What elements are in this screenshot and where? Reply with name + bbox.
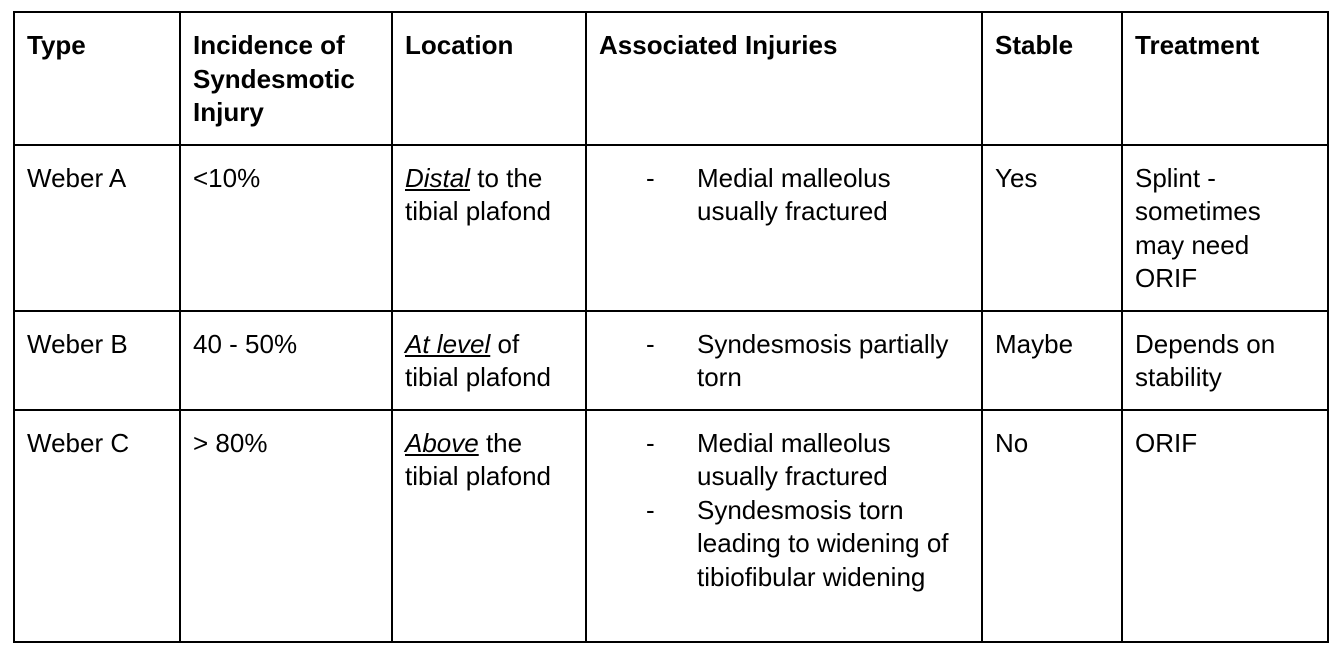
cell-associated-injuries [586, 145, 982, 311]
cell-associated-injuries [586, 410, 982, 642]
bullet-dash: - [646, 494, 655, 525]
bullet-dash: - [646, 162, 655, 193]
header-location: Location [392, 12, 586, 145]
cell-stable: Yes [982, 145, 1122, 311]
injury-list [599, 162, 969, 229]
injury-text: Syndesmosis partially torn [697, 328, 949, 392]
injury-list [599, 427, 969, 595]
cell-incidence: <10% [180, 145, 392, 311]
location-text: to the tibial plafond [405, 162, 551, 226]
bullet-dash: - [646, 328, 655, 359]
cell-location [392, 145, 586, 311]
cell-treatment: Splint - sometimes may need ORIF [1122, 145, 1328, 311]
cell-treatment: ORIF [1122, 410, 1328, 642]
cell-stable: Maybe [982, 311, 1122, 410]
location-text: the tibial plafond [405, 427, 551, 491]
header-treatment: Treatment [1122, 12, 1328, 145]
cell-location [392, 311, 586, 410]
cell-associated-injuries [586, 311, 982, 410]
cell-stable: No [982, 410, 1122, 642]
injury-item [599, 328, 969, 395]
cell-incidence: > 80% [180, 410, 392, 642]
injury-text: Medial malleolus usually fractured [697, 427, 891, 491]
cell-treatment: Depends on stability [1122, 311, 1328, 410]
header-incidence: Incidence of Syndesmotic Injury [180, 12, 392, 145]
injury-item [599, 162, 969, 229]
table-row [14, 145, 1328, 311]
header-stable: Stable [982, 12, 1122, 145]
cell-type: Weber C [14, 410, 180, 642]
header-type: Type [14, 12, 180, 145]
bullet-dash: - [646, 427, 655, 458]
cell-incidence: 40 - 50% [180, 311, 392, 410]
cell-type: Weber A [14, 145, 180, 311]
header-associated-injuries: Associated Injuries [586, 12, 982, 145]
injury-list [599, 328, 969, 395]
cell-type: Weber B [14, 311, 180, 410]
location-text: of tibial plafond [405, 328, 551, 392]
injury-item [599, 494, 969, 595]
location-emphasis: At level [405, 328, 491, 359]
injury-text: Syndesmosis torn leading to widening of tibiofibular widening [697, 494, 949, 592]
location-emphasis: Above [405, 427, 479, 458]
weber-classification-table [13, 11, 1329, 643]
cell-location [392, 410, 586, 642]
injury-item [599, 427, 969, 494]
table-row [14, 410, 1328, 642]
header-row [14, 12, 1328, 145]
table-row [14, 311, 1328, 410]
injury-text: Medial malleolus usually fractured [697, 162, 891, 226]
location-emphasis: Distal [405, 162, 471, 193]
